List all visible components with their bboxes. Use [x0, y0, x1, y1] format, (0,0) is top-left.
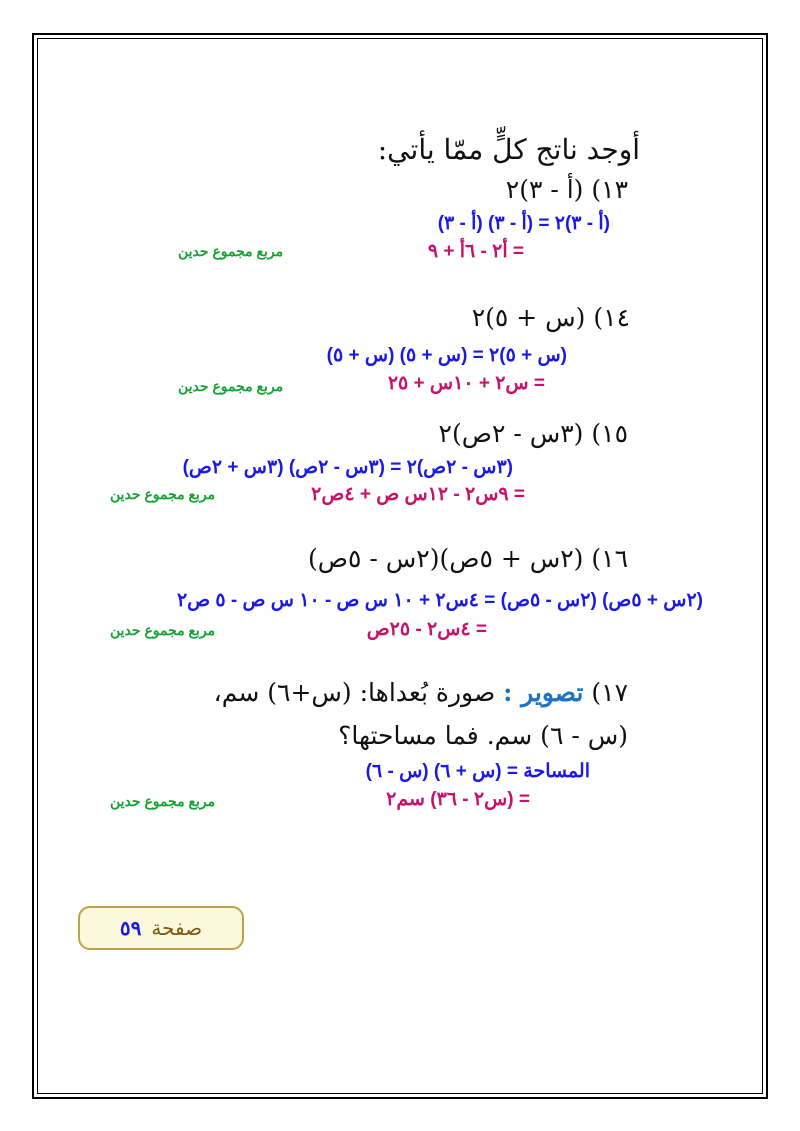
page-word: صفحة	[151, 916, 203, 940]
page-number: ٥٩	[119, 917, 142, 940]
problem-15-statement: ١٥) (٣س - ٢ص)٢	[438, 419, 628, 448]
problem-14-note: مربع مجموع حدين	[178, 378, 284, 394]
problem-13-step1: (أ - ٣)٢ = (أ - ٣) (أ - ٣)	[437, 213, 610, 234]
problem-16-note: مربع مجموع حدين	[110, 622, 216, 638]
exercise-heading: أوجد ناتج كلٍّ ممّا يأتي:	[377, 133, 640, 166]
problem-15-note: مربع مجموع حدين	[110, 486, 216, 502]
problem-16-step2: = ٤س٢ - ٢٥ص	[366, 619, 487, 640]
problem-15-step2: = ٩س٢ - ١٢س ص + ٤ص٢	[311, 484, 525, 505]
problem-17-label: تصوير :	[503, 678, 584, 707]
problem-14-step1: (س + ٥)٢ = (س + ٥) (س + ٥)	[326, 345, 567, 366]
problem-16-statement: ١٦) (٢س + ٥ص)(٢س - ٥ص)	[307, 544, 628, 573]
page-number-badge	[78, 906, 244, 950]
problem-14-step2: = س٢ + ١٠س + ٢٥	[387, 373, 545, 394]
problem-17-statement	[214, 678, 628, 707]
problem-13-statement: ١٣) (أ - ٣)٢	[505, 175, 628, 204]
problem-17-step2: = (س٢ - ٣٦) سم٢	[386, 789, 530, 810]
problem-14-statement: ١٤) (س + ٥)٢	[471, 303, 630, 332]
problem-16-step1: (٢س + ٥ص) (٢س - ٥ص) = ٤س٢ + ١٠ س ص - ١٠ س ص - ٥ ص٢	[176, 590, 703, 611]
problem-15-step1: (٣س - ٢ص)٢ = (٣س - ٢ص) (٣س + ٢ص)	[182, 457, 513, 478]
problem-17-note: مربع مجموع حدين	[110, 793, 216, 809]
problem-13-note: مربع مجموع حدين	[178, 243, 284, 259]
problem-17-statement-rest: صورة بُعداها: (س+٦) سم،	[213, 678, 496, 707]
problem-17-step1: المساحة = (س + ٦) (س - ٦)	[365, 761, 590, 782]
problem-13-step2: = أ٢ - ٦أ + ٩	[427, 241, 524, 262]
problem-17-number: ١٧)	[591, 678, 628, 707]
problem-17-statement-line2: (س - ٦) سم. فما مساحتها؟	[338, 721, 628, 750]
